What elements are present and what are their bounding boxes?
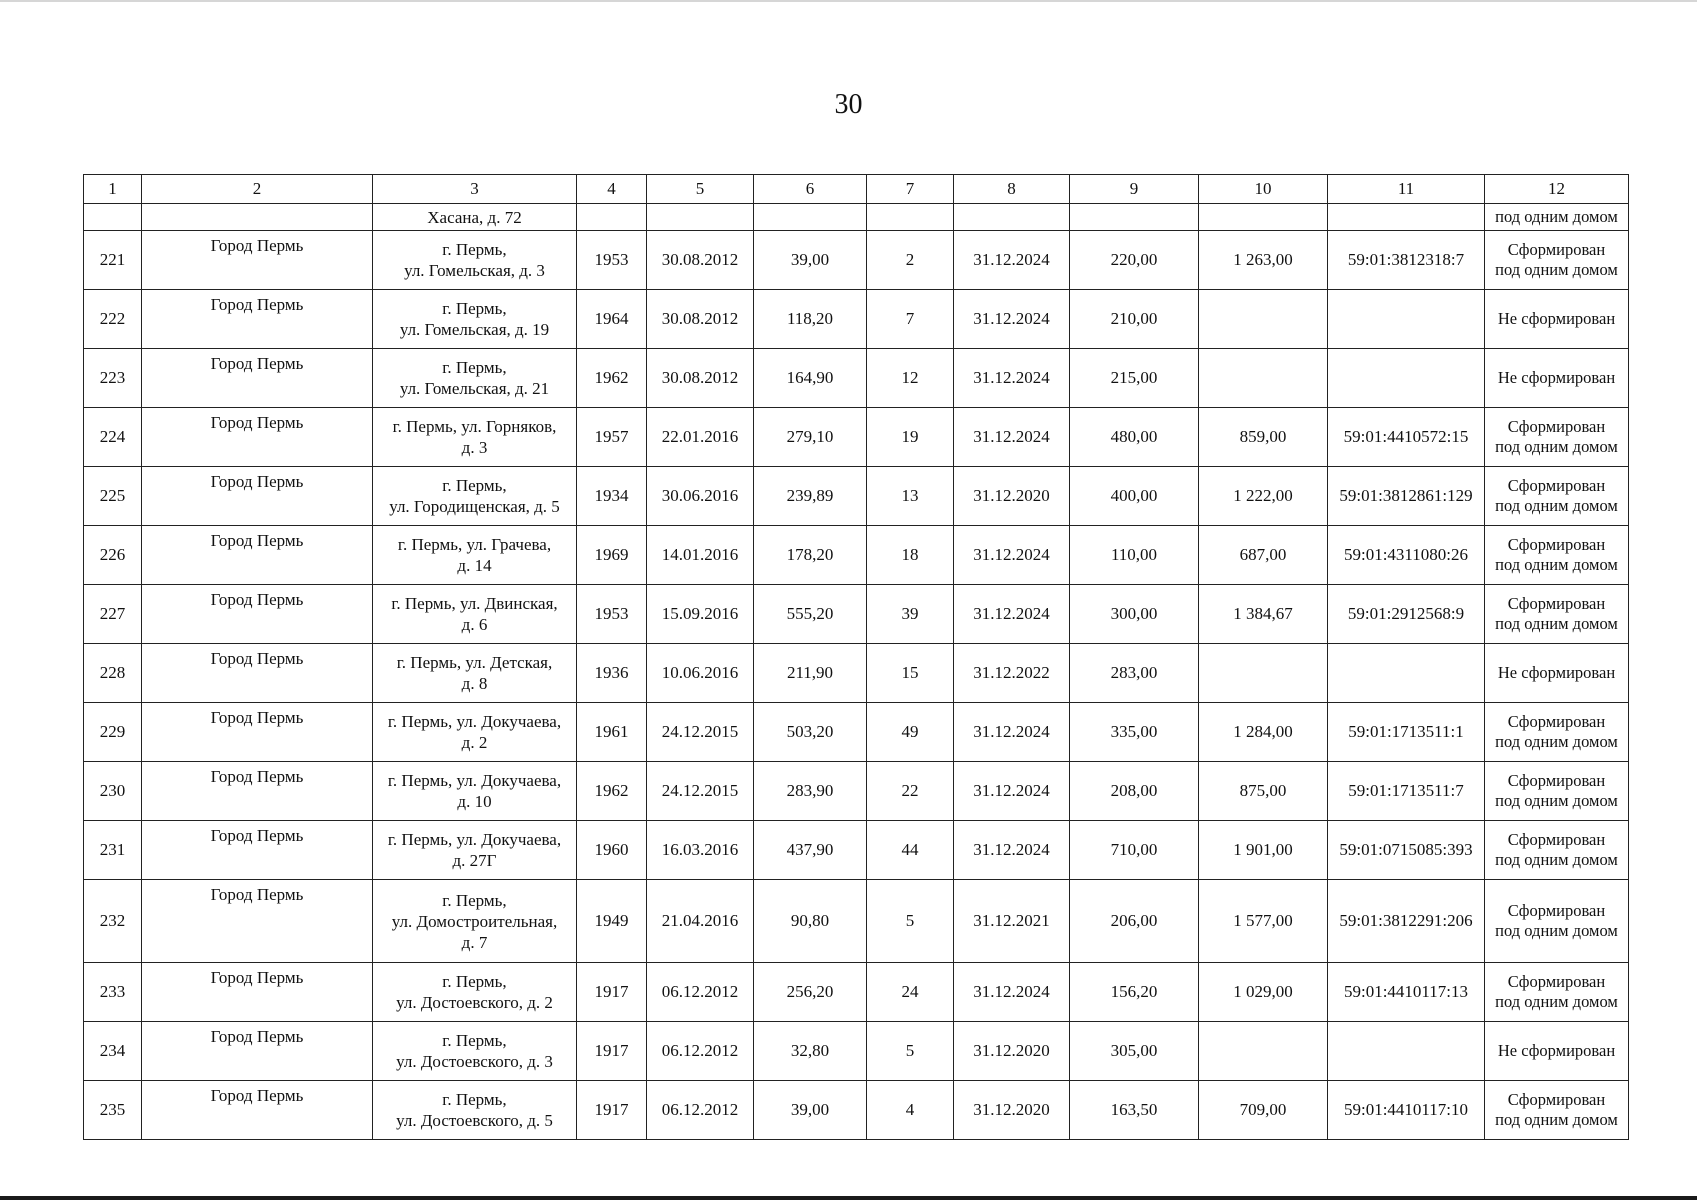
cell-value-10: 1 222,00 [1199,467,1328,526]
cell-address-line: г. Пермь, ул. Двинская, [391,594,558,613]
cell-address-line: ул. Достоевского, д. 2 [396,993,553,1012]
cell-value-10: 1 577,00 [1199,880,1328,963]
cell-residents: 19 [867,408,954,467]
cell-row-number: 229 [84,703,142,762]
cell-land-status [1485,467,1629,526]
cell-value-10: 859,00 [1199,408,1328,467]
column-header: 10 [1199,175,1328,204]
cell-cadastral-number [1328,349,1485,408]
cell-municipality: Город Пермь [142,1022,373,1081]
cell-date: 15.09.2016 [647,585,754,644]
cell-deadline: 31.12.2024 [954,762,1070,821]
cell-land-status-line: Сформирован [1507,240,1606,259]
table-row [84,644,1629,703]
cell-address-line: д. 8 [461,674,488,693]
cell-municipality: Город Пермь [142,585,373,644]
cell-value-9: 156,20 [1070,963,1199,1022]
cell-cadastral-number [1328,644,1485,703]
continuation-row [84,204,1629,231]
cell-land-status-line: под одним домом [1495,614,1618,633]
cell-land-status-line: Сформирован [1507,535,1606,554]
cell-value-9: 206,00 [1070,880,1199,963]
cell-land-status [1485,231,1629,290]
cell-date: 06.12.2012 [647,1081,754,1140]
cell-land-status-line: под одним домом [1495,496,1618,515]
cell-residents: 12 [867,349,954,408]
cell-land-status [1485,644,1629,703]
continuation-address: Хасана, д. 72 [373,204,577,231]
cell-land-status-line: под одним домом [1495,555,1618,574]
cell-address [373,703,577,762]
cell-value-9: 335,00 [1070,703,1199,762]
housing-register-table [83,174,1629,1140]
column-header: 2 [142,175,373,204]
cell-empty [754,204,867,231]
cell-address [373,290,577,349]
cell-build-year: 1917 [577,1081,647,1140]
cell-land-status-line: под одним домом [1495,260,1618,279]
cell-address [373,585,577,644]
cell-address-line: ул. Гомельская, д. 3 [404,261,545,280]
cell-address-line: г. Пермь, [442,299,507,318]
cell-deadline: 31.12.2020 [954,1022,1070,1081]
cell-area: 239,89 [754,467,867,526]
cell-empty [1328,204,1485,231]
column-header: 1 [84,175,142,204]
cell-residents: 39 [867,585,954,644]
cell-land-status-line: Сформирован [1507,1090,1606,1109]
cell-municipality: Город Пермь [142,467,373,526]
cell-empty [954,204,1070,231]
page-number: 30 [834,89,863,120]
cell-deadline: 31.12.2024 [954,585,1070,644]
cell-residents: 2 [867,231,954,290]
table-row [84,408,1629,467]
cell-residents: 7 [867,290,954,349]
cell-address-line: д. 14 [457,556,492,575]
cell-deadline: 31.12.2020 [954,1081,1070,1140]
cell-cadastral-number: 59:01:4410117:10 [1328,1081,1485,1140]
cell-date: 30.08.2012 [647,349,754,408]
bottom-border-line [0,1196,1697,1200]
cell-row-number: 233 [84,963,142,1022]
cell-land-status-line: Сформирован [1507,594,1606,613]
continuation-status: под одним домом [1485,204,1629,231]
cell-value-10: 1 284,00 [1199,703,1328,762]
cell-land-status-line: под одним домом [1495,992,1618,1011]
cell-row-number: 227 [84,585,142,644]
cell-cadastral-number: 59:01:3812318:7 [1328,231,1485,290]
cell-land-status [1485,703,1629,762]
cell-address [373,349,577,408]
table-row [84,1081,1629,1140]
cell-build-year: 1961 [577,703,647,762]
table-row [84,963,1629,1022]
cell-area: 118,20 [754,290,867,349]
cell-municipality: Город Пермь [142,290,373,349]
cell-area: 503,20 [754,703,867,762]
cell-land-status [1485,880,1629,963]
cell-cadastral-number: 59:01:0715085:393 [1328,821,1485,880]
cell-value-9: 283,00 [1070,644,1199,703]
cell-land-status [1485,1081,1629,1140]
cell-land-status-line: под одним домом [1495,732,1618,751]
cell-cadastral-number: 59:01:4410572:15 [1328,408,1485,467]
cell-address-line: г. Пермь, ул. Докучаева, [387,830,562,849]
cell-land-status-line: Сформирован [1507,972,1606,991]
cell-cadastral-number: 59:01:2912568:9 [1328,585,1485,644]
cell-row-number: 226 [84,526,142,585]
cell-address-line: г. Пермь, [442,358,507,377]
cell-cadastral-number: 59:01:3812291:206 [1328,880,1485,963]
cell-residents: 44 [867,821,954,880]
cell-residents: 4 [867,1081,954,1140]
table-row [84,1022,1629,1081]
cell-address-line: г. Пермь, ул. Детская, [396,653,553,672]
cell-deadline: 31.12.2021 [954,880,1070,963]
cell-cadastral-number: 59:01:3812861:129 [1328,467,1485,526]
cell-cadastral-number: 59:01:4410117:13 [1328,963,1485,1022]
cell-municipality: Город Пермь [142,821,373,880]
cell-empty [84,204,142,231]
cell-area: 164,90 [754,349,867,408]
column-header: 4 [577,175,647,204]
cell-value-10 [1199,644,1328,703]
column-header: 5 [647,175,754,204]
cell-land-status-line: под одним домом [1495,437,1618,456]
cell-residents: 5 [867,1022,954,1081]
cell-address-line: д. 3 [461,438,488,457]
cell-land-status [1485,821,1629,880]
table-row [84,703,1629,762]
cell-value-10 [1199,1022,1328,1081]
cell-empty [1070,204,1199,231]
cell-municipality: Город Пермь [142,231,373,290]
cell-area: 256,20 [754,963,867,1022]
cell-land-status [1485,349,1629,408]
cell-land-status [1485,963,1629,1022]
cell-deadline: 31.12.2022 [954,644,1070,703]
cell-row-number: 232 [84,880,142,963]
cell-municipality: Город Пермь [142,762,373,821]
cell-value-9: 220,00 [1070,231,1199,290]
cell-deadline: 31.12.2024 [954,821,1070,880]
cell-area: 39,00 [754,231,867,290]
cell-land-status [1485,1022,1629,1081]
cell-municipality: Город Пермь [142,644,373,703]
cell-value-10: 1 384,67 [1199,585,1328,644]
cell-land-status-line: Не сформирован [1497,368,1616,387]
cell-empty [142,204,373,231]
column-header: 8 [954,175,1070,204]
cell-date: 22.01.2016 [647,408,754,467]
cell-residents: 5 [867,880,954,963]
cell-row-number: 221 [84,231,142,290]
cell-empty [577,204,647,231]
cell-area: 39,00 [754,1081,867,1140]
cell-value-9: 400,00 [1070,467,1199,526]
table-row [84,290,1629,349]
cell-address-line: г. Пермь, [442,1031,507,1050]
cell-area: 437,90 [754,821,867,880]
cell-address-line: ул. Гомельская, д. 21 [399,379,550,398]
cell-municipality: Город Пермь [142,1081,373,1140]
cell-address [373,762,577,821]
cell-address-line: д. 6 [461,615,488,634]
cell-address-line: г. Пермь, [442,890,507,910]
cell-value-10: 687,00 [1199,526,1328,585]
cell-build-year: 1962 [577,762,647,821]
cell-land-status-line: Сформирован [1507,830,1606,849]
cell-address [373,821,577,880]
cell-residents: 49 [867,703,954,762]
cell-build-year: 1953 [577,585,647,644]
cell-build-year: 1960 [577,821,647,880]
cell-residents: 18 [867,526,954,585]
cell-row-number: 235 [84,1081,142,1140]
cell-residents: 15 [867,644,954,703]
cell-address [373,644,577,703]
cell-address [373,526,577,585]
cell-address-line: ул. Достоевского, д. 3 [396,1052,553,1071]
table-body [84,175,1629,1140]
cell-row-number: 230 [84,762,142,821]
cell-address [373,231,577,290]
cell-deadline: 31.12.2024 [954,290,1070,349]
cell-build-year: 1949 [577,880,647,963]
cell-value-9: 163,50 [1070,1081,1199,1140]
cell-date: 21.04.2016 [647,880,754,963]
cell-date: 06.12.2012 [647,963,754,1022]
cell-build-year: 1917 [577,963,647,1022]
cell-address-line: д. 7 [461,932,488,952]
cell-land-status-line: Не сформирован [1497,663,1616,682]
cell-date: 30.08.2012 [647,231,754,290]
cell-deadline: 31.12.2024 [954,349,1070,408]
table-row [84,467,1629,526]
cell-address-line: д. 2 [461,733,488,752]
cell-land-status-line: Сформирован [1507,771,1606,790]
column-header: 11 [1328,175,1485,204]
cell-cadastral-number [1328,1022,1485,1081]
cell-value-10 [1199,290,1328,349]
cell-address-line: г. Пермь, [442,476,507,495]
cell-value-9: 710,00 [1070,821,1199,880]
column-header: 3 [373,175,577,204]
cell-value-9: 208,00 [1070,762,1199,821]
cell-land-status [1485,526,1629,585]
cell-area: 283,90 [754,762,867,821]
cell-cadastral-number [1328,290,1485,349]
cell-municipality: Город Пермь [142,703,373,762]
table-row [84,821,1629,880]
column-header: 9 [1070,175,1199,204]
cell-land-status-line: под одним домом [1495,921,1618,940]
cell-address-line: г. Пермь, [442,240,507,259]
cell-address [373,408,577,467]
cell-value-9: 210,00 [1070,290,1199,349]
cell-value-9: 300,00 [1070,585,1199,644]
cell-build-year: 1964 [577,290,647,349]
cell-address-line: г. Пермь, ул. Горняков, [392,417,557,436]
cell-cadastral-number: 59:01:4311080:26 [1328,526,1485,585]
cell-residents: 22 [867,762,954,821]
cell-address-line: ул. Домостроительная, [391,911,558,931]
cell-build-year: 1953 [577,231,647,290]
cell-land-status-line: под одним домом [1495,1110,1618,1129]
cell-empty [647,204,754,231]
cell-deadline: 31.12.2024 [954,703,1070,762]
cell-value-10: 1 901,00 [1199,821,1328,880]
cell-deadline: 31.12.2020 [954,467,1070,526]
cell-date: 30.08.2012 [647,290,754,349]
table-row [84,231,1629,290]
column-header: 12 [1485,175,1629,204]
top-border-line [0,0,1697,2]
cell-row-number: 222 [84,290,142,349]
cell-date: 10.06.2016 [647,644,754,703]
table-row [84,526,1629,585]
cell-municipality: Город Пермь [142,963,373,1022]
cell-deadline: 31.12.2024 [954,231,1070,290]
cell-municipality: Город Пермь [142,408,373,467]
cell-land-status-line: под одним домом [1495,850,1618,869]
cell-cadastral-number: 59:01:1713511:7 [1328,762,1485,821]
cell-address [373,1081,577,1140]
cell-land-status-line: Сформирован [1507,476,1606,495]
cell-address-line: ул. Гомельская, д. 19 [399,320,550,339]
cell-date: 24.12.2015 [647,703,754,762]
cell-land-status-line: Не сформирован [1497,309,1616,328]
cell-empty [1199,204,1328,231]
cell-municipality: Город Пермь [142,526,373,585]
cell-address [373,963,577,1022]
cell-date: 24.12.2015 [647,762,754,821]
column-header: 7 [867,175,954,204]
cell-build-year: 1917 [577,1022,647,1081]
cell-area: 279,10 [754,408,867,467]
cell-empty [867,204,954,231]
cell-date: 30.06.2016 [647,467,754,526]
cell-build-year: 1934 [577,467,647,526]
cell-build-year: 1957 [577,408,647,467]
cell-row-number: 223 [84,349,142,408]
cell-address-line: д. 10 [457,792,492,811]
cell-municipality: Город Пермь [142,349,373,408]
cell-value-10 [1199,349,1328,408]
cell-area: 90,80 [754,880,867,963]
cell-land-status [1485,408,1629,467]
cell-row-number: 224 [84,408,142,467]
cell-area: 555,20 [754,585,867,644]
cell-build-year: 1969 [577,526,647,585]
cell-value-9: 305,00 [1070,1022,1199,1081]
cell-address-line: г. Пермь, ул. Докучаева, [387,712,562,731]
cell-address-line: г. Пермь, ул. Грачева, [397,535,552,554]
column-header: 6 [754,175,867,204]
cell-area: 178,20 [754,526,867,585]
cell-address-line: ул. Городищенская, д. 5 [389,497,560,516]
cell-land-status-line: под одним домом [1495,791,1618,810]
cell-address-line: г. Пермь, ул. Докучаева, [387,771,562,790]
cell-date: 16.03.2016 [647,821,754,880]
table-row [84,349,1629,408]
cell-land-status-line: Сформирован [1507,712,1606,731]
cell-deadline: 31.12.2024 [954,526,1070,585]
cell-address-line: г. Пермь, [442,972,507,991]
table-row [84,585,1629,644]
table-row [84,762,1629,821]
cell-address-line: ул. Достоевского, д. 5 [396,1111,553,1130]
cell-address [373,1022,577,1081]
cell-land-status-line: Сформирован [1507,901,1606,920]
cell-build-year: 1936 [577,644,647,703]
cell-build-year: 1962 [577,349,647,408]
cell-value-10: 875,00 [1199,762,1328,821]
cell-land-status [1485,762,1629,821]
cell-address-line: г. Пермь, [442,1090,507,1109]
column-number-row [84,175,1629,204]
cell-land-status [1485,290,1629,349]
cell-residents: 24 [867,963,954,1022]
cell-residents: 13 [867,467,954,526]
cell-deadline: 31.12.2024 [954,963,1070,1022]
cell-area: 211,90 [754,644,867,703]
cell-municipality: Город Пермь [142,880,373,963]
cell-value-10: 1 263,00 [1199,231,1328,290]
cell-date: 06.12.2012 [647,1022,754,1081]
cell-land-status-line: Не сформирован [1497,1041,1616,1060]
cell-date: 14.01.2016 [647,526,754,585]
cell-row-number: 228 [84,644,142,703]
cell-row-number: 231 [84,821,142,880]
cell-row-number: 234 [84,1022,142,1081]
cell-address-line: д. 27Г [452,851,497,870]
cell-area: 32,80 [754,1022,867,1081]
cell-value-10: 709,00 [1199,1081,1328,1140]
cell-address [373,880,577,963]
cell-address [373,467,577,526]
cell-value-9: 215,00 [1070,349,1199,408]
cell-land-status-line: Сформирован [1507,417,1606,436]
table-row [84,880,1629,963]
cell-value-10: 1 029,00 [1199,963,1328,1022]
cell-value-9: 480,00 [1070,408,1199,467]
cell-deadline: 31.12.2024 [954,408,1070,467]
cell-land-status [1485,585,1629,644]
cell-row-number: 225 [84,467,142,526]
cell-cadastral-number: 59:01:1713511:1 [1328,703,1485,762]
cell-value-9: 110,00 [1070,526,1199,585]
